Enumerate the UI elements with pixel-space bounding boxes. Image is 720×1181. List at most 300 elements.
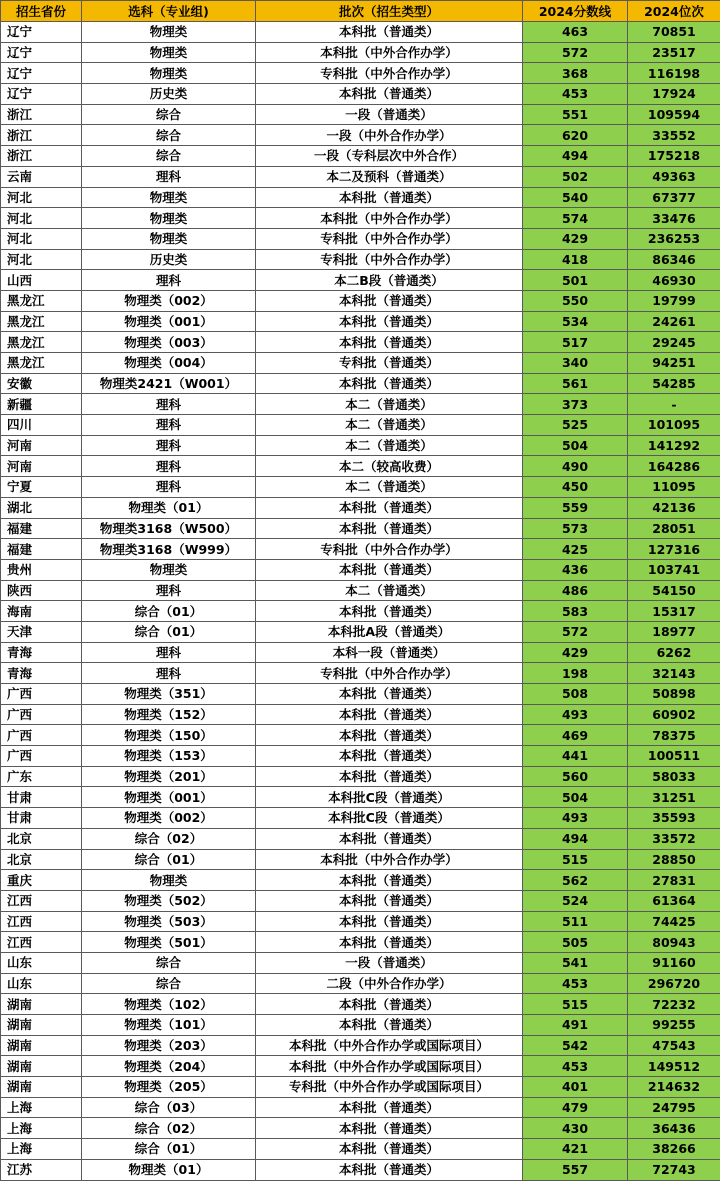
subject-group-cell: 历史类 bbox=[82, 84, 256, 105]
rank-cell: 70851 bbox=[628, 22, 720, 43]
table-row bbox=[1, 994, 720, 1015]
rank-cell: 33476 bbox=[628, 208, 720, 229]
table-row bbox=[1, 270, 720, 291]
score-cell: 198 bbox=[523, 663, 628, 684]
batch-cell: 本科批（普通类） bbox=[256, 746, 523, 767]
rank-cell: 15317 bbox=[628, 601, 720, 622]
score-cell: 542 bbox=[523, 1035, 628, 1056]
batch-cell: 专科批（普通类） bbox=[256, 353, 523, 374]
table-row bbox=[1, 104, 720, 125]
subject-group-cell: 理科 bbox=[82, 415, 256, 436]
table-row bbox=[1, 642, 720, 663]
batch-cell: 本科批（普通类） bbox=[256, 1159, 523, 1180]
rank-cell: 127316 bbox=[628, 539, 720, 560]
rank-cell: 109594 bbox=[628, 104, 720, 125]
subject-group-cell: 物理类（001） bbox=[82, 311, 256, 332]
table-row bbox=[1, 290, 720, 311]
rank-cell: 67377 bbox=[628, 187, 720, 208]
header-province: 招生省份 bbox=[1, 1, 82, 22]
batch-cell: 本科批（普通类） bbox=[256, 22, 523, 43]
table-row bbox=[1, 497, 720, 518]
subject-group-cell: 物理类（503） bbox=[82, 911, 256, 932]
rank-cell: 175218 bbox=[628, 146, 720, 167]
table-row bbox=[1, 456, 720, 477]
batch-cell: 本科批C段（普通类） bbox=[256, 787, 523, 808]
table-row bbox=[1, 42, 720, 63]
score-cell: 373 bbox=[523, 394, 628, 415]
rank-cell: 28051 bbox=[628, 518, 720, 539]
rank-cell: 17924 bbox=[628, 84, 720, 105]
batch-cell: 本二（普通类） bbox=[256, 477, 523, 498]
score-cell: 501 bbox=[523, 270, 628, 291]
table-row bbox=[1, 911, 720, 932]
table-row bbox=[1, 1077, 720, 1098]
batch-cell: 本科批C段（普通类） bbox=[256, 808, 523, 829]
batch-cell: 本科批（中外合作办学） bbox=[256, 42, 523, 63]
subject-group-cell: 物理类 bbox=[82, 228, 256, 249]
batch-cell: 本科批（普通类） bbox=[256, 601, 523, 622]
batch-cell: 本科批（普通类） bbox=[256, 373, 523, 394]
batch-cell: 专科批（中外合作办学） bbox=[256, 249, 523, 270]
province-cell: 广东 bbox=[1, 766, 82, 787]
batch-cell: 专科批（中外合作办学或国际项目） bbox=[256, 1077, 523, 1098]
table-row bbox=[1, 1056, 720, 1077]
score-cell: 340 bbox=[523, 353, 628, 374]
subject-group-cell: 物理类（001） bbox=[82, 787, 256, 808]
rank-cell: 35593 bbox=[628, 808, 720, 829]
score-cell: 490 bbox=[523, 456, 628, 477]
province-cell: 辽宁 bbox=[1, 42, 82, 63]
score-cell: 469 bbox=[523, 725, 628, 746]
score-cell: 421 bbox=[523, 1139, 628, 1160]
province-cell: 江苏 bbox=[1, 1159, 82, 1180]
subject-group-cell: 综合 bbox=[82, 973, 256, 994]
batch-cell: 本二（较高收费） bbox=[256, 456, 523, 477]
province-cell: 河北 bbox=[1, 249, 82, 270]
batch-cell: 本科批A段（普通类） bbox=[256, 621, 523, 642]
province-cell: 湖北 bbox=[1, 497, 82, 518]
score-cell: 551 bbox=[523, 104, 628, 125]
header-batch: 批次（招生类型） bbox=[256, 1, 523, 22]
rank-cell: 54285 bbox=[628, 373, 720, 394]
rank-cell: 50898 bbox=[628, 684, 720, 705]
batch-cell: 本科批（普通类） bbox=[256, 684, 523, 705]
rank-cell: 61364 bbox=[628, 890, 720, 911]
province-cell: 四川 bbox=[1, 415, 82, 436]
table-row bbox=[1, 766, 720, 787]
batch-cell: 本科批（普通类） bbox=[256, 766, 523, 787]
table-row bbox=[1, 166, 720, 187]
rank-cell: 74425 bbox=[628, 911, 720, 932]
subject-group-cell: 物理类（201） bbox=[82, 766, 256, 787]
subject-group-cell: 物理类（002） bbox=[82, 290, 256, 311]
rank-cell: 86346 bbox=[628, 249, 720, 270]
batch-cell: 专科批（中外合作办学） bbox=[256, 228, 523, 249]
table-row bbox=[1, 787, 720, 808]
province-cell: 湖南 bbox=[1, 1056, 82, 1077]
province-cell: 黑龙江 bbox=[1, 290, 82, 311]
batch-cell: 本科批（普通类） bbox=[256, 290, 523, 311]
subject-group-cell: 物理类（205） bbox=[82, 1077, 256, 1098]
table-row bbox=[1, 373, 720, 394]
province-cell: 上海 bbox=[1, 1097, 82, 1118]
subject-group-cell: 物理类 bbox=[82, 559, 256, 580]
province-cell: 辽宁 bbox=[1, 63, 82, 84]
province-cell: 北京 bbox=[1, 849, 82, 870]
batch-cell: 本二B段（普通类） bbox=[256, 270, 523, 291]
table-row bbox=[1, 353, 720, 374]
batch-cell: 专科批（中外合作办学） bbox=[256, 663, 523, 684]
rank-cell: 101095 bbox=[628, 415, 720, 436]
subject-group-cell: 理科 bbox=[82, 166, 256, 187]
score-cell: 574 bbox=[523, 208, 628, 229]
subject-group-cell: 物理类 bbox=[82, 870, 256, 891]
batch-cell: 二段（中外合作办学） bbox=[256, 973, 523, 994]
province-cell: 福建 bbox=[1, 539, 82, 560]
subject-group-cell: 物理类（501） bbox=[82, 932, 256, 953]
rank-cell: 116198 bbox=[628, 63, 720, 84]
batch-cell: 一段（普通类） bbox=[256, 104, 523, 125]
rank-cell: 6262 bbox=[628, 642, 720, 663]
table-row bbox=[1, 808, 720, 829]
score-cell: 429 bbox=[523, 642, 628, 663]
province-cell: 山东 bbox=[1, 973, 82, 994]
province-cell: 山东 bbox=[1, 952, 82, 973]
province-cell: 浙江 bbox=[1, 146, 82, 167]
province-cell: 安徽 bbox=[1, 373, 82, 394]
score-cell: 425 bbox=[523, 539, 628, 560]
province-cell: 广西 bbox=[1, 684, 82, 705]
batch-cell: 本科批（中外合作办学） bbox=[256, 208, 523, 229]
table-row bbox=[1, 22, 720, 43]
rank-cell: 49363 bbox=[628, 166, 720, 187]
header-rank-2024: 2024位次 bbox=[628, 1, 720, 22]
rank-cell: 54150 bbox=[628, 580, 720, 601]
score-cell: 504 bbox=[523, 787, 628, 808]
subject-group-cell: 综合（02） bbox=[82, 828, 256, 849]
table-row bbox=[1, 332, 720, 353]
batch-cell: 本二及预科（普通类） bbox=[256, 166, 523, 187]
subject-group-cell: 物理类（01） bbox=[82, 1159, 256, 1180]
subject-group-cell: 综合（01） bbox=[82, 1139, 256, 1160]
province-cell: 河南 bbox=[1, 456, 82, 477]
table-row bbox=[1, 746, 720, 767]
batch-cell: 一段（普通类） bbox=[256, 952, 523, 973]
score-cell: 436 bbox=[523, 559, 628, 580]
subject-group-cell: 理科 bbox=[82, 477, 256, 498]
table-row bbox=[1, 973, 720, 994]
rank-cell: 100511 bbox=[628, 746, 720, 767]
table-row bbox=[1, 394, 720, 415]
table-row bbox=[1, 415, 720, 436]
province-cell: 甘肃 bbox=[1, 808, 82, 829]
table-row bbox=[1, 1035, 720, 1056]
rank-cell: 99255 bbox=[628, 1015, 720, 1036]
province-cell: 贵州 bbox=[1, 559, 82, 580]
rank-cell: 28850 bbox=[628, 849, 720, 870]
header-score-2024: 2024分数线 bbox=[523, 1, 628, 22]
batch-cell: 本科批（中外合作办学或国际项目） bbox=[256, 1056, 523, 1077]
rank-cell: 164286 bbox=[628, 456, 720, 477]
batch-cell: 本二（普通类） bbox=[256, 415, 523, 436]
score-cell: 560 bbox=[523, 766, 628, 787]
score-cell: 525 bbox=[523, 415, 628, 436]
subject-group-cell: 物理类（102） bbox=[82, 994, 256, 1015]
rank-cell: 236253 bbox=[628, 228, 720, 249]
batch-cell: 本科批（普通类） bbox=[256, 704, 523, 725]
batch-cell: 本科批（普通类） bbox=[256, 870, 523, 891]
score-cell: 515 bbox=[523, 849, 628, 870]
score-cell: 441 bbox=[523, 746, 628, 767]
batch-cell: 专科批（中外合作办学） bbox=[256, 539, 523, 560]
subject-group-cell: 理科 bbox=[82, 394, 256, 415]
batch-cell: 本科批（普通类） bbox=[256, 311, 523, 332]
table-row bbox=[1, 228, 720, 249]
table-row bbox=[1, 249, 720, 270]
table-row bbox=[1, 187, 720, 208]
batch-cell: 本科批（普通类） bbox=[256, 559, 523, 580]
table-row bbox=[1, 1118, 720, 1139]
batch-cell: 本二（普通类） bbox=[256, 580, 523, 601]
rank-cell: 42136 bbox=[628, 497, 720, 518]
rank-cell: 214632 bbox=[628, 1077, 720, 1098]
score-cell: 494 bbox=[523, 828, 628, 849]
rank-cell: 27831 bbox=[628, 870, 720, 891]
subject-group-cell: 综合（02） bbox=[82, 1118, 256, 1139]
batch-cell: 本科批（普通类） bbox=[256, 932, 523, 953]
subject-group-cell: 物理类 bbox=[82, 42, 256, 63]
subject-group-cell: 综合（01） bbox=[82, 601, 256, 622]
rank-cell: 60902 bbox=[628, 704, 720, 725]
subject-group-cell: 综合 bbox=[82, 125, 256, 146]
score-cell: 401 bbox=[523, 1077, 628, 1098]
table-row bbox=[1, 1139, 720, 1160]
subject-group-cell: 理科 bbox=[82, 580, 256, 601]
subject-group-cell: 理科 bbox=[82, 435, 256, 456]
rank-cell: 58033 bbox=[628, 766, 720, 787]
province-cell: 北京 bbox=[1, 828, 82, 849]
table-row bbox=[1, 125, 720, 146]
subject-group-cell: 物理类 bbox=[82, 63, 256, 84]
subject-group-cell: 物理类 bbox=[82, 208, 256, 229]
batch-cell: 本科批（中外合作办学） bbox=[256, 849, 523, 870]
score-cell: 550 bbox=[523, 290, 628, 311]
rank-cell: 33572 bbox=[628, 828, 720, 849]
table-row bbox=[1, 146, 720, 167]
subject-group-cell: 物理类 bbox=[82, 187, 256, 208]
subject-group-cell: 物理类3168（W999） bbox=[82, 539, 256, 560]
province-cell: 河北 bbox=[1, 187, 82, 208]
score-cell: 453 bbox=[523, 973, 628, 994]
table-row bbox=[1, 704, 720, 725]
subject-group-cell: 理科 bbox=[82, 270, 256, 291]
subject-group-cell: 物理类（003） bbox=[82, 332, 256, 353]
score-cell: 493 bbox=[523, 808, 628, 829]
batch-cell: 一段（中外合作办学） bbox=[256, 125, 523, 146]
table-row bbox=[1, 849, 720, 870]
rank-cell: 47543 bbox=[628, 1035, 720, 1056]
province-cell: 广西 bbox=[1, 746, 82, 767]
province-cell: 江西 bbox=[1, 890, 82, 911]
score-cell: 540 bbox=[523, 187, 628, 208]
subject-group-cell: 理科 bbox=[82, 663, 256, 684]
province-cell: 黑龙江 bbox=[1, 332, 82, 353]
score-cell: 430 bbox=[523, 1118, 628, 1139]
score-cell: 504 bbox=[523, 435, 628, 456]
subject-group-cell: 物理类 bbox=[82, 22, 256, 43]
subject-group-cell: 理科 bbox=[82, 642, 256, 663]
table-row bbox=[1, 84, 720, 105]
province-cell: 湖南 bbox=[1, 994, 82, 1015]
subject-group-cell: 综合（01） bbox=[82, 621, 256, 642]
rank-cell: 296720 bbox=[628, 973, 720, 994]
table-row bbox=[1, 435, 720, 456]
batch-cell: 本科批（普通类） bbox=[256, 1097, 523, 1118]
rank-cell: 80943 bbox=[628, 932, 720, 953]
province-cell: 辽宁 bbox=[1, 22, 82, 43]
province-cell: 湖南 bbox=[1, 1035, 82, 1056]
province-cell: 辽宁 bbox=[1, 84, 82, 105]
table-row bbox=[1, 63, 720, 84]
score-cell: 534 bbox=[523, 311, 628, 332]
batch-cell: 本科批（普通类） bbox=[256, 84, 523, 105]
table-row bbox=[1, 870, 720, 891]
batch-cell: 专科批（中外合作办学） bbox=[256, 63, 523, 84]
score-cell: 493 bbox=[523, 704, 628, 725]
batch-cell: 本二（普通类） bbox=[256, 435, 523, 456]
score-cell: 515 bbox=[523, 994, 628, 1015]
score-cell: 491 bbox=[523, 1015, 628, 1036]
score-cell: 505 bbox=[523, 932, 628, 953]
rank-cell: 31251 bbox=[628, 787, 720, 808]
subject-group-cell: 物理类3168（W500） bbox=[82, 518, 256, 539]
subject-group-cell: 物理类（203） bbox=[82, 1035, 256, 1056]
rank-cell: 29245 bbox=[628, 332, 720, 353]
score-cell: 511 bbox=[523, 911, 628, 932]
subject-group-cell: 物理类（101） bbox=[82, 1015, 256, 1036]
subject-group-cell: 综合 bbox=[82, 952, 256, 973]
rank-cell: 103741 bbox=[628, 559, 720, 580]
province-cell: 河南 bbox=[1, 435, 82, 456]
province-cell: 山西 bbox=[1, 270, 82, 291]
province-cell: 陕西 bbox=[1, 580, 82, 601]
province-cell: 河北 bbox=[1, 208, 82, 229]
batch-cell: 本科批（普通类） bbox=[256, 911, 523, 932]
subject-group-cell: 综合 bbox=[82, 104, 256, 125]
province-cell: 黑龙江 bbox=[1, 311, 82, 332]
table-row bbox=[1, 621, 720, 642]
province-cell: 江西 bbox=[1, 911, 82, 932]
province-cell: 新疆 bbox=[1, 394, 82, 415]
subject-group-cell: 理科 bbox=[82, 456, 256, 477]
subject-group-cell: 物理类（351） bbox=[82, 684, 256, 705]
rank-cell: 78375 bbox=[628, 725, 720, 746]
score-cell: 620 bbox=[523, 125, 628, 146]
rank-cell: 149512 bbox=[628, 1056, 720, 1077]
province-cell: 重庆 bbox=[1, 870, 82, 891]
table-row bbox=[1, 559, 720, 580]
batch-cell: 本科批（普通类） bbox=[256, 187, 523, 208]
province-cell: 黑龙江 bbox=[1, 353, 82, 374]
table-row bbox=[1, 311, 720, 332]
table-row bbox=[1, 725, 720, 746]
rank-cell: 11095 bbox=[628, 477, 720, 498]
table-header-row bbox=[1, 1, 720, 22]
batch-cell: 本科一段（普通类） bbox=[256, 642, 523, 663]
rank-cell: 18977 bbox=[628, 621, 720, 642]
score-cell: 517 bbox=[523, 332, 628, 353]
rank-cell: 19799 bbox=[628, 290, 720, 311]
score-cell: 572 bbox=[523, 621, 628, 642]
subject-group-cell: 物理类（002） bbox=[82, 808, 256, 829]
province-cell: 海南 bbox=[1, 601, 82, 622]
rank-cell: 24795 bbox=[628, 1097, 720, 1118]
rank-cell: 23517 bbox=[628, 42, 720, 63]
batch-cell: 本科批（普通类） bbox=[256, 828, 523, 849]
score-cell: 541 bbox=[523, 952, 628, 973]
score-cell: 573 bbox=[523, 518, 628, 539]
subject-group-cell: 物理类（204） bbox=[82, 1056, 256, 1077]
batch-cell: 本科批（普通类） bbox=[256, 994, 523, 1015]
table-row bbox=[1, 890, 720, 911]
score-cell: 562 bbox=[523, 870, 628, 891]
score-cell: 450 bbox=[523, 477, 628, 498]
rank-cell: 32143 bbox=[628, 663, 720, 684]
score-cell: 572 bbox=[523, 42, 628, 63]
batch-cell: 本科批（中外合作办学或国际项目） bbox=[256, 1035, 523, 1056]
batch-cell: 本科批（普通类） bbox=[256, 518, 523, 539]
subject-group-cell: 物理类（150） bbox=[82, 725, 256, 746]
province-cell: 广西 bbox=[1, 704, 82, 725]
table-row bbox=[1, 663, 720, 684]
subject-group-cell: 物理类（01） bbox=[82, 497, 256, 518]
table-row bbox=[1, 208, 720, 229]
table-row bbox=[1, 580, 720, 601]
rank-cell: 141292 bbox=[628, 435, 720, 456]
header-subject-group: 选科（专业组) bbox=[82, 1, 256, 22]
province-cell: 河北 bbox=[1, 228, 82, 249]
table-row bbox=[1, 952, 720, 973]
table-row bbox=[1, 1159, 720, 1180]
subject-group-cell: 物理类（004） bbox=[82, 353, 256, 374]
province-cell: 青海 bbox=[1, 642, 82, 663]
batch-cell: 本科批（普通类） bbox=[256, 332, 523, 353]
score-cell: 453 bbox=[523, 84, 628, 105]
table-row bbox=[1, 601, 720, 622]
score-cell: 508 bbox=[523, 684, 628, 705]
subject-group-cell: 综合（01） bbox=[82, 849, 256, 870]
batch-cell: 本科批（普通类） bbox=[256, 1139, 523, 1160]
province-cell: 青海 bbox=[1, 663, 82, 684]
score-cell: 368 bbox=[523, 63, 628, 84]
province-cell: 广西 bbox=[1, 725, 82, 746]
rank-cell: - bbox=[628, 394, 720, 415]
table-row bbox=[1, 1097, 720, 1118]
score-cell: 418 bbox=[523, 249, 628, 270]
score-cell: 463 bbox=[523, 22, 628, 43]
province-cell: 江西 bbox=[1, 932, 82, 953]
province-cell: 浙江 bbox=[1, 104, 82, 125]
score-cell: 429 bbox=[523, 228, 628, 249]
province-cell: 甘肃 bbox=[1, 787, 82, 808]
table-row bbox=[1, 932, 720, 953]
province-cell: 湖南 bbox=[1, 1015, 82, 1036]
province-cell: 云南 bbox=[1, 166, 82, 187]
subject-group-cell: 历史类 bbox=[82, 249, 256, 270]
rank-cell: 72743 bbox=[628, 1159, 720, 1180]
rank-cell: 33552 bbox=[628, 125, 720, 146]
table-body bbox=[1, 22, 720, 1181]
